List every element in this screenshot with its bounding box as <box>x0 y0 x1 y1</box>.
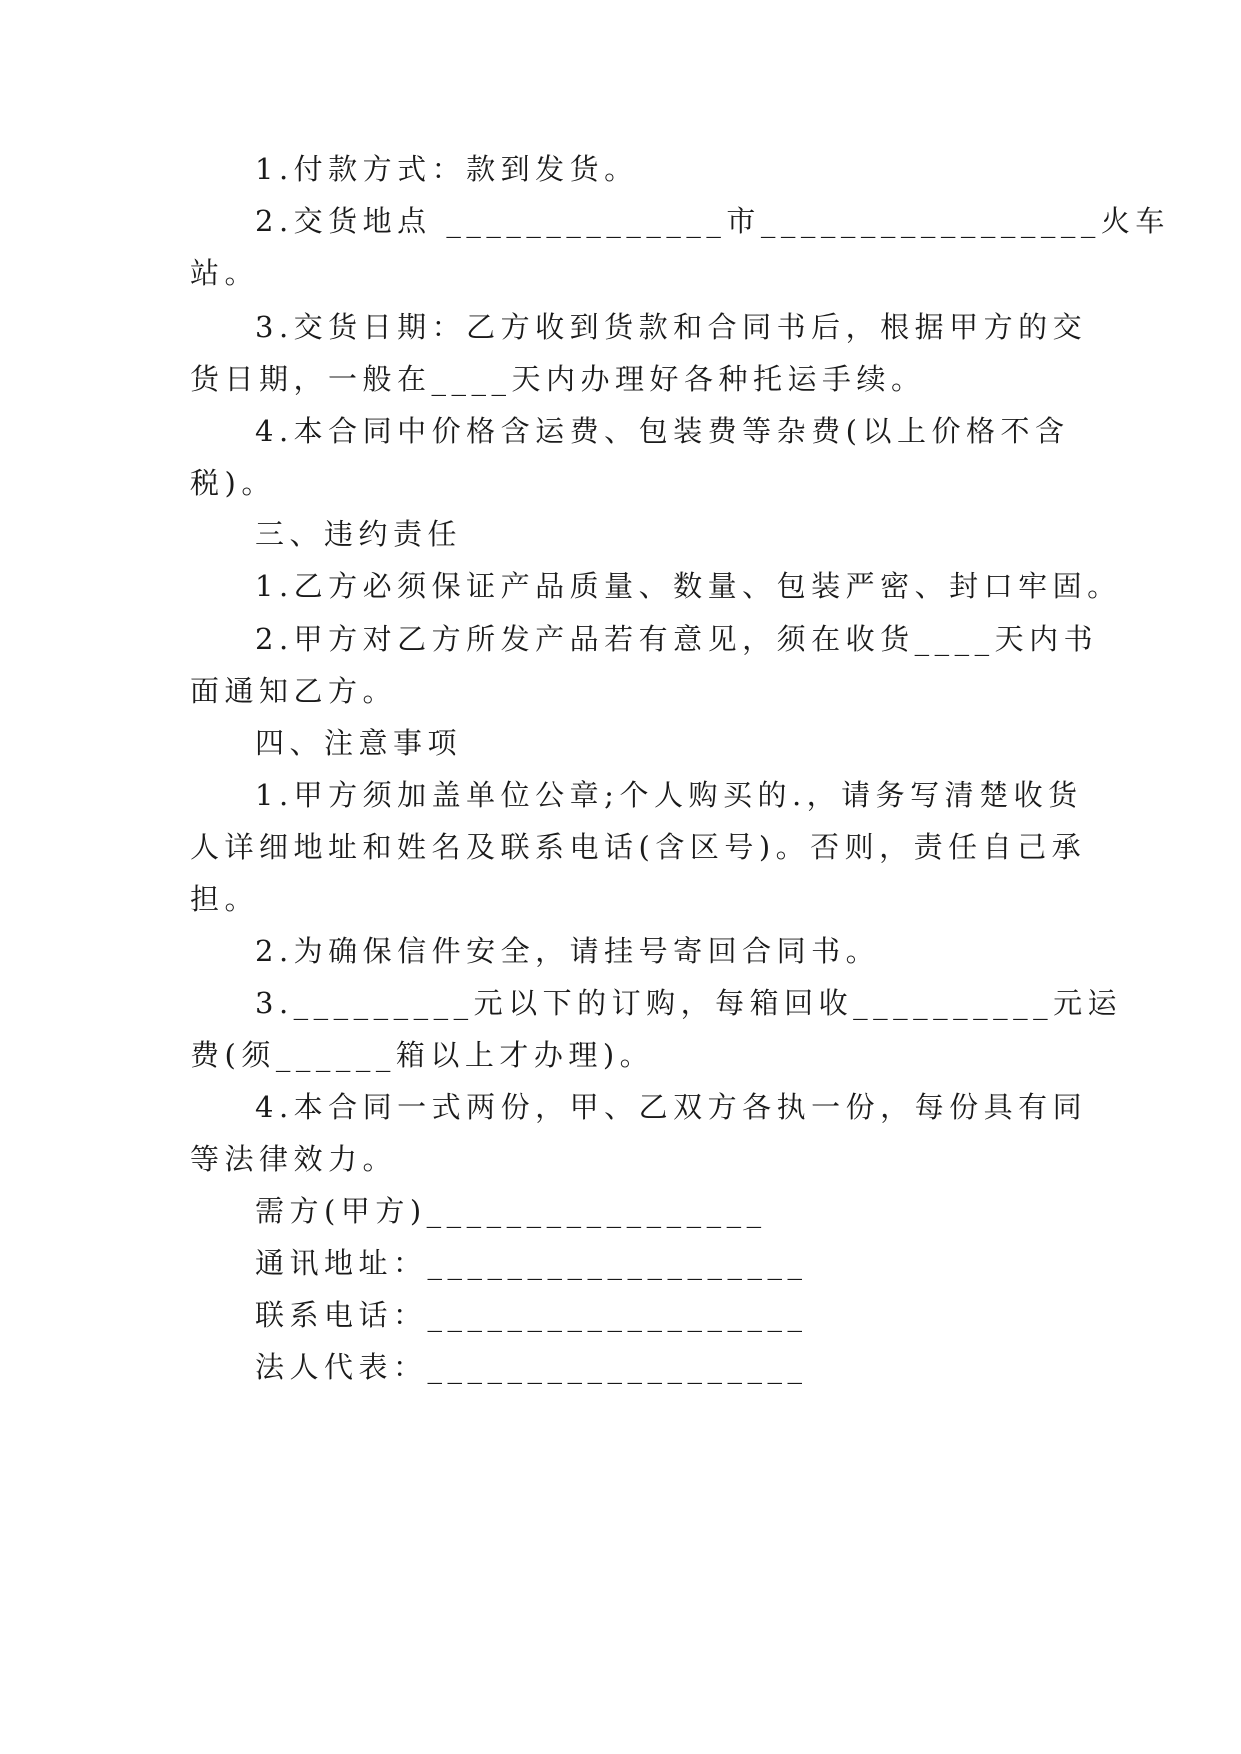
notes-clause-4: 4.本合同一式两份，甲、乙双方各执一份，每份具有同 <box>255 1090 1088 1124</box>
notes-clause-3-cont: 费(须______箱以上才办理)。 <box>190 1038 655 1072</box>
notes-clause-4-cont: 等法律效力。 <box>190 1142 398 1176</box>
signature-buyer: 需方(甲方)_________________ <box>255 1194 767 1228</box>
section-heading-liability: 三、违约责任 <box>255 517 463 551</box>
notes-clause-1: 1.甲方须加盖单位公章;个人购买的.，请务写清楚收货 <box>255 778 1083 812</box>
notes-clause-3: 3._________元以下的订购，每箱回收__________元运 <box>255 986 1123 1020</box>
notes-clause-2: 2.为确保信件安全，请挂号寄回合同书。 <box>255 934 881 968</box>
liability-clause-1: 1.乙方必须保证产品质量、数量、包装严密、封口牢固。 <box>255 569 1122 603</box>
signature-phone: 联系电话：___________________ <box>255 1298 808 1332</box>
price-clause-cont: 税)。 <box>190 466 276 500</box>
price-clause: 4.本合同中价格含运费、包装费等杂费(以上价格不含 <box>255 414 1070 448</box>
payment-method-clause: 1.付款方式：款到发货。 <box>255 152 639 186</box>
section-heading-notes: 四、注意事项 <box>255 726 463 760</box>
delivery-place-clause-cont: 站。 <box>190 256 260 290</box>
liability-clause-2: 2.甲方对乙方所发产品若有意见，须在收货____天内书 <box>255 622 1099 656</box>
delivery-date-clause: 3.交货日期：乙方收到货款和合同书后，根据甲方的交 <box>255 310 1088 344</box>
signature-address: 通讯地址：___________________ <box>255 1246 808 1280</box>
delivery-date-clause-cont: 货日期，一般在____天内办理好各种托运手续。 <box>190 362 926 396</box>
delivery-place-clause: 2.交货地点 ______________市_________________火车 <box>255 204 1170 238</box>
notes-clause-1-cont: 人详细地址和姓名及联系电话(含区号)。否则，责任自己承 <box>190 830 1087 864</box>
liability-clause-2-cont: 面通知乙方。 <box>190 674 398 708</box>
signature-legal-rep: 法人代表：___________________ <box>255 1350 808 1384</box>
notes-clause-1-cont2: 担。 <box>190 882 260 916</box>
